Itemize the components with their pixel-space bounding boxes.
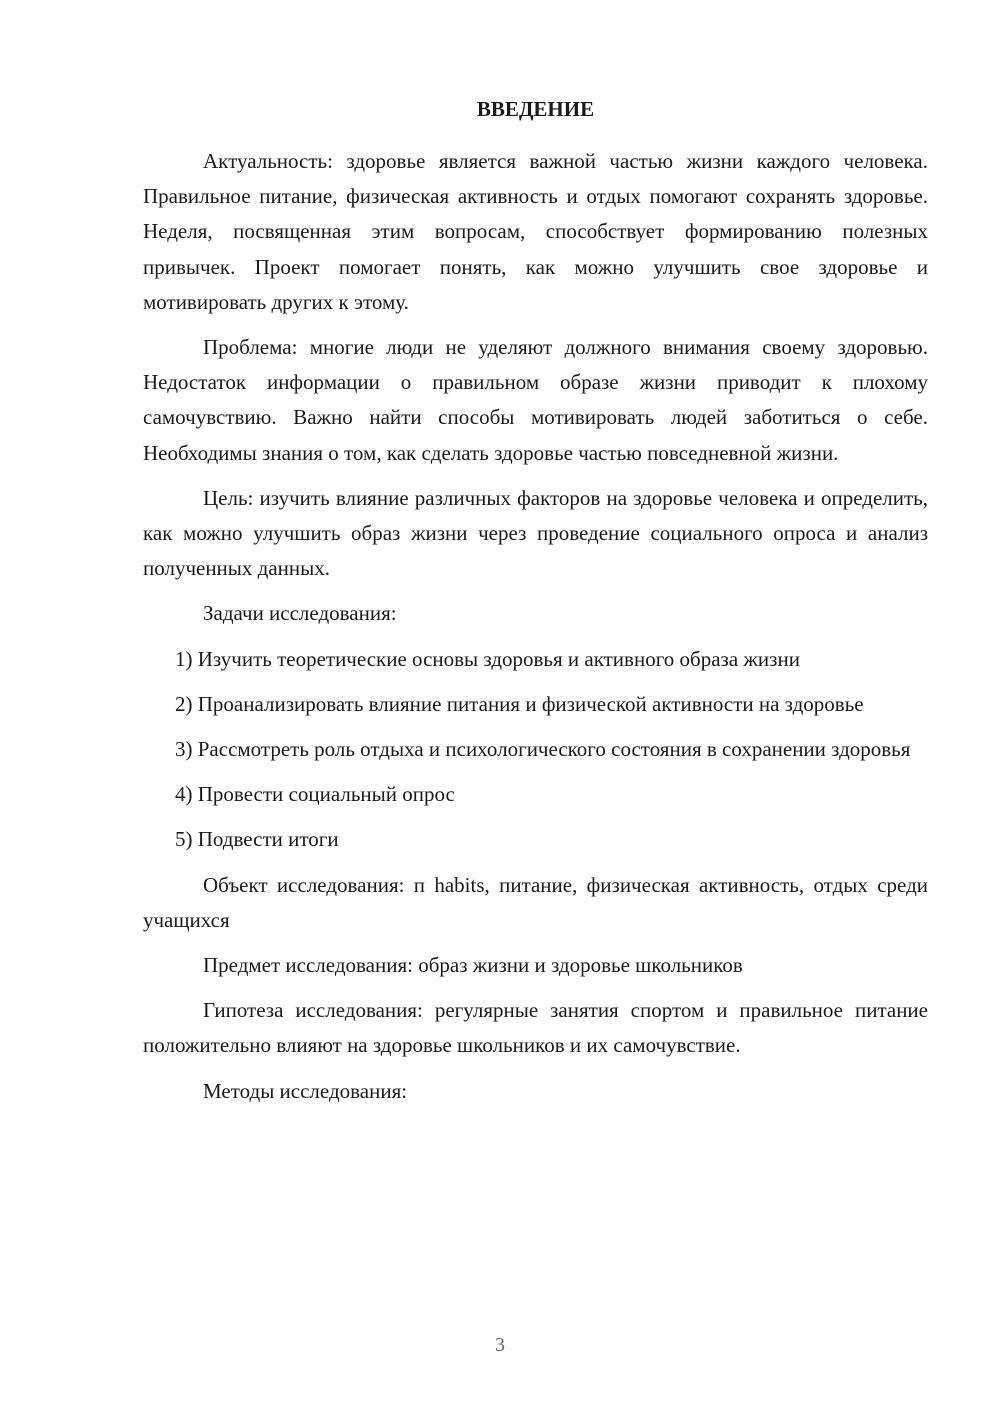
relevance-paragraph: Актуальность: здоровье является важной частью жизни каждого человека. Правильное питание, физическая активность и отдых помогают сохранять здоровье. Неделя, посвященная этим вопросам, способствует формированию полезных привычек. Проект помогает понять, как можно улучшить свое здоровье и мотивировать других к этому. <box>143 149 928 314</box>
tasks-heading: Задачи исследования: <box>203 601 397 626</box>
problem-paragraph: Проблема: многие люди не уделяют должного внимания своему здоровью. Недостаток информации о правильном образе жизни приводит к плохому самочувствию. Важно найти способы мотивировать людей заботиться о себе. Необходимы знания о том, как сделать здоровье частью повседневной жизни. <box>143 335 928 465</box>
methods-heading: Методы исследования: <box>203 1078 408 1103</box>
hypothesis-paragraph: Гипотеза исследования: регулярные занятия спортом и правильное питание положительно влияют на здоровье школьников и их самочувствие. <box>143 998 928 1058</box>
section-title: ВВЕДЕНИЕ <box>476 97 595 121</box>
task-item-5: 5) Подвести итоги <box>175 827 339 852</box>
research-object-paragraph: Объект исследования: п habits, питание, физическая активность, отдых среди учащихся <box>143 872 928 932</box>
task-item-4: 4) Провести социальный опрос <box>175 782 455 807</box>
research-subject-paragraph: Предмет исследования: образ жизни и здоровье школьников <box>203 953 743 978</box>
page-number: 3 <box>495 1334 505 1356</box>
document-page <box>143 92 928 1119</box>
task-item-3: 3) Рассмотреть роль отдыха и психологического состояния в сохранении здоровья <box>175 737 911 762</box>
goal-paragraph: Цель: изучить влияние различных факторов на здоровье человека и определить, как можно улучшить образ жизни через проведение социального опроса и анализ полученных данных. <box>143 485 928 581</box>
task-item-1: 1) Изучить теоретические основы здоровья и активного образа жизни <box>175 646 800 671</box>
task-item-2: 2) Проанализировать влияние питания и физической активности на здоровье <box>175 691 864 716</box>
